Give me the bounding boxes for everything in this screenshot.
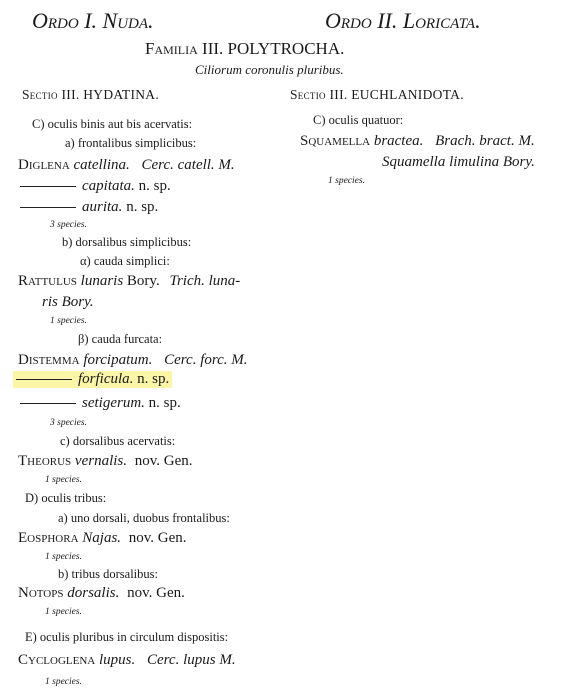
- new-species-note: n. sp.: [137, 371, 170, 387]
- genus-name: Theorus: [18, 453, 72, 469]
- distemma-entry: [18, 352, 248, 369]
- new-genus-note: nov. Gen.: [128, 530, 187, 546]
- species-name: setigerum.: [82, 395, 145, 411]
- genus-name: Diglena: [18, 157, 70, 173]
- species-name: Najas.: [82, 530, 122, 546]
- species-name: forficula.: [78, 371, 134, 387]
- ditto-dash: [20, 207, 76, 208]
- eosphora-entry: [18, 530, 187, 547]
- cycloglena-entry: [18, 652, 236, 669]
- ditto-dash: [16, 379, 72, 380]
- notops-entry: [18, 585, 185, 602]
- d-oculis-tribus-line: D) oculis tribus:: [25, 491, 107, 505]
- squamella-entry: [300, 133, 535, 150]
- c-dorsalibus-acervatis-line: c) dorsalibus acervatis:: [60, 434, 176, 448]
- ciliorum-subtitle: Ciliorum coronulis pluribus.: [195, 62, 344, 77]
- new-species-note: n. sp.: [126, 199, 159, 215]
- species-count: 1 species.: [45, 677, 82, 687]
- species-name: catellina.: [73, 157, 130, 173]
- e-oculis-pluribus-line: E) oculis pluribus in circulum dispositis:: [25, 630, 229, 644]
- ordo-one-title: Ordo I. Nuda.: [32, 8, 154, 33]
- species-name: bractea.: [373, 133, 424, 149]
- ordo-two-title: Ordo II. Loricata.: [325, 8, 481, 33]
- species-name: vernalis.: [74, 453, 127, 469]
- species-count: 1 species.: [50, 316, 87, 326]
- species-count: 1 species.: [45, 607, 82, 617]
- species-name: lunaris: [80, 273, 124, 289]
- species-name: forcipatum.: [83, 352, 153, 368]
- synonym-reference: Cerc. forc. M.: [164, 352, 248, 368]
- diglena-entry: [18, 157, 235, 174]
- species-name: lupus.: [98, 652, 136, 668]
- genus-name: Distemma: [18, 352, 80, 368]
- species-name: capitata.: [82, 178, 135, 194]
- c-oculis-quatuor-line: C) oculis quatuor:: [313, 113, 404, 127]
- setigerum-entry: [20, 395, 181, 412]
- synonym-reference: Cerc. catell. M.: [141, 157, 235, 173]
- synonym-reference: Trich. luna-: [169, 273, 241, 289]
- theorus-entry: [18, 453, 193, 470]
- squamella-limulina-synonym: Squamella limulina Bory.: [382, 154, 535, 170]
- rattulus-continuation: ris Bory.: [42, 294, 94, 310]
- synonym-reference: Brach. bract. M.: [435, 133, 535, 149]
- rattulus-entry: [18, 273, 240, 290]
- new-species-note: n. sp.: [148, 395, 181, 411]
- genus-name: Eosphora: [18, 530, 79, 546]
- capitata-entry: [20, 178, 171, 195]
- aurita-entry: [20, 199, 158, 216]
- genus-name: Notops: [18, 585, 64, 601]
- species-count: 1 species.: [45, 552, 82, 562]
- b-tribus-dorsalibus-line: b) tribus dorsalibus:: [58, 567, 158, 581]
- genus-name: Squamella: [300, 133, 371, 149]
- forficula-entry-highlighted: [13, 371, 172, 388]
- author-name: Bory.: [126, 273, 160, 289]
- a-frontalibus-line: a) frontalibus simplicibus:: [65, 136, 197, 150]
- ditto-dash: [20, 403, 76, 404]
- sectio-euchlanidota-heading: Sectio III. EUCHLANIDOTA.: [290, 87, 464, 102]
- synonym-reference: Cerc. lupus M.: [146, 652, 236, 668]
- beta-cauda-line: β) cauda furcata:: [78, 332, 163, 346]
- species-count: 1 species.: [45, 475, 82, 485]
- sectio-hydatina-heading: Sectio III. HYDATINA.: [22, 87, 160, 102]
- new-genus-note: nov. Gen.: [134, 453, 193, 469]
- genus-name: Cycloglena: [18, 652, 96, 668]
- ditto-dash: [20, 186, 76, 187]
- species-name: aurita.: [82, 199, 123, 215]
- a-uno-dorsali-line: a) uno dorsali, duobus frontalibus:: [58, 511, 230, 525]
- species-count: 1 species.: [328, 176, 365, 186]
- species-count: 3 species.: [50, 418, 87, 428]
- new-genus-note: nov. Gen.: [127, 585, 185, 601]
- c-oculis-binis-line: C) oculis binis aut bis acervatis:: [32, 117, 193, 131]
- genus-name: Rattulus: [18, 273, 77, 289]
- species-name: dorsalis.: [67, 585, 120, 601]
- familia-title: Familia III. POLYTROCHA.: [145, 39, 345, 58]
- species-count: 3 species.: [50, 220, 87, 230]
- new-species-note: n. sp.: [138, 178, 171, 194]
- alpha-cauda-line: α) cauda simplici:: [80, 254, 170, 268]
- b-dorsalibus-line: b) dorsalibus simplicibus:: [62, 235, 192, 249]
